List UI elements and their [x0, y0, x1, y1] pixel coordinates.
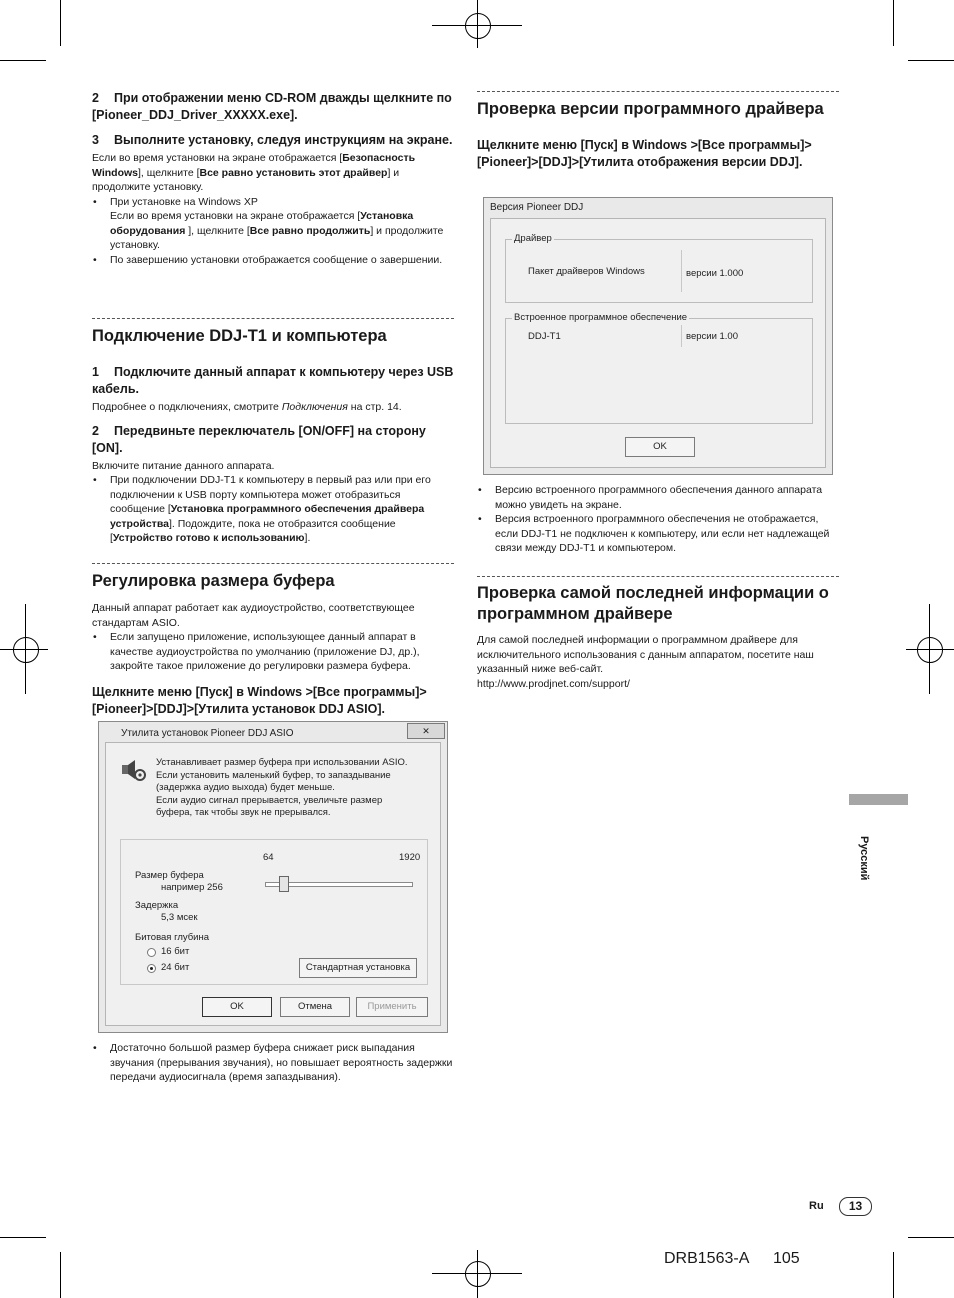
- registration-mark: [465, 1261, 491, 1287]
- xp-bullet: • При установке на Windows XP Если во время установки на экране отображается [Установка оборудования ], щелкните [Все равно продолжить] и продолжите установку.: [92, 195, 454, 253]
- crop-mark: [0, 1237, 46, 1238]
- crop-mark: [908, 1237, 954, 1238]
- bit-depth-label: Битовая глубина: [135, 932, 210, 943]
- version-ok-button[interactable]: OK: [625, 437, 695, 457]
- buffer-bottom-bullet: • Достаточно большой размер буфера снижает риск выпадания звучания (прерывания звучания), но повышает вероятность задержки передачи аудиосигнала (время запаздывания).: [92, 1041, 454, 1085]
- buffer-intro: Данный аппарат работает как аудиоустройство, соответствующее стандартам ASIO.: [92, 602, 415, 629]
- support-url[interactable]: http://www.prodjnet.com/support/: [477, 677, 630, 690]
- cancel-button[interactable]: Отмена: [280, 997, 350, 1017]
- connect-step-1: 1 Подключите данный аппарат к компьютеру через USB кабель.: [92, 365, 454, 396]
- buffer-panel: [120, 839, 428, 985]
- heading-latest-info: Проверка самой последней информации о программном драйвере: [477, 584, 829, 623]
- version-bullet-2: • Версия встроенного программного обеспечения не отображается, если DDJ-T1 не подключен к компьютеру, или если нет надлежащей связи между DDJ-T1 и компьютером.: [477, 512, 839, 556]
- language-label: Русский: [858, 836, 870, 881]
- footer-lang: Ru: [809, 1200, 824, 1212]
- latency-value: 5,3 мсек: [161, 912, 198, 923]
- connect-ref: Подробнее о подключениях, смотрите Подключения на стр. 14.: [92, 401, 402, 413]
- crop-mark: [893, 1252, 894, 1298]
- section-divider: [477, 91, 839, 92]
- connect-bullet: • При подключении DDJ-T1 к компьютеру в первый раз или при его подключении к USB порту компьютера может отобразиться сообщение [Установка программного обеспечения драйвера устройства]. Подождите, пока не отобразится сообщение [Устройство готово к использованию].: [92, 473, 454, 546]
- apply-button[interactable]: Применить: [356, 997, 428, 1017]
- crop-mark: [0, 60, 46, 61]
- default-settings-button[interactable]: Стандартная установка: [299, 958, 417, 978]
- bit24-label: 24 бит: [161, 962, 190, 973]
- version-command: Щелкните меню [Пуск] в Windows >[Все программы]> [Pioneer]>[DDJ]>[Утилита отображения версии DDJ].: [477, 138, 812, 169]
- driver-group-label: Драйвер: [514, 233, 552, 244]
- version-bullet-1: • Версию встроенного программного обеспечения данного аппарата можно увидеть на экране.: [477, 483, 839, 512]
- asio-utility-window: [98, 721, 448, 1033]
- slider-max-label: 1920: [399, 852, 421, 863]
- buffer-size-label: Размер буфера: [135, 870, 204, 881]
- install-text: Если во время установки на экране отображается [Безопасность Windows], щелкните [Все равно установить этот драйвер] и продолжите установку.: [92, 152, 416, 193]
- asio-window-title: Утилита установок Pioneer DDJ ASIO: [121, 728, 294, 739]
- power-text: Включите питание данного аппарата.: [92, 459, 275, 472]
- section-divider: [92, 318, 454, 319]
- finish-bullet: • По завершению установки отображается сообщение о завершении.: [92, 253, 454, 268]
- buffer-slider-thumb[interactable]: [279, 876, 289, 892]
- window-close-button[interactable]: ✕: [407, 723, 445, 739]
- crop-mark: [893, 0, 894, 46]
- version-window-title: Версия Pioneer DDJ: [490, 202, 584, 213]
- step-2: 2 При отображении меню CD-ROM дважды щелкните по [Pioneer_DDJ_Driver_XXXXX.exe].: [92, 91, 452, 122]
- crop-mark: [908, 60, 954, 61]
- registration-mark: [465, 13, 491, 39]
- bit16-radio[interactable]: [147, 948, 156, 957]
- firmware-version: версии 1.00: [686, 331, 738, 342]
- print-page-number: 105: [773, 1250, 800, 1267]
- slider-min-label: 64: [263, 852, 274, 863]
- section-divider: [92, 563, 454, 564]
- latency-label: Задержка: [135, 900, 179, 911]
- section-divider: [477, 576, 839, 577]
- driver-group: [505, 233, 813, 303]
- firmware-group-label: Встроенное программное обеспечение: [514, 312, 688, 323]
- bit24-radio[interactable]: [147, 964, 156, 973]
- language-tab: [849, 794, 908, 805]
- firmware-name: DDJ-T1: [528, 331, 561, 342]
- registration-mark: [917, 637, 943, 663]
- asio-description: Устанавливает размер буфера при использовании ASIO. Если установить маленький буфер, то запаздывание (задержка аудио выхода) будет меньше. Если аудио сигнал прерывается, увеличьте размер буфера, так чтобы звук не прерывался.: [156, 757, 408, 818]
- speaker-settings-icon: [120, 757, 146, 783]
- buffer-command: Щелкните меню [Пуск] в Windows >[Все программы]> [Pioneer]>[DDJ]>[Утилита установок DDJ ASIO].: [92, 684, 427, 716]
- connect-step-2: 2 Передвиньте переключатель [ON/OFF] на сторону [ON].: [92, 423, 426, 455]
- step-3: 3 Выполните установку, следуя инструкциям на экране.: [92, 133, 453, 147]
- heading-buffer: Регулировка размера буфера: [92, 572, 335, 590]
- crop-mark: [60, 0, 61, 46]
- version-window: [483, 197, 833, 475]
- doc-code: DRB1563-A: [664, 1250, 750, 1267]
- left-column: [92, 90, 454, 267]
- heading-connect: Подключение DDJ-T1 и компьютера: [92, 327, 387, 345]
- driver-version: версии 1.000: [686, 268, 744, 279]
- firmware-group: [505, 312, 813, 424]
- buffer-size-value: например 256: [161, 882, 223, 893]
- ok-button[interactable]: OK: [202, 997, 272, 1017]
- latest-info-text: Для самой последней информации о программном драйвере для исключительного использования с данным аппаратом, посетите наш указанный ниже веб-сайт.: [477, 634, 814, 675]
- buffer-bullet: • Если запущено приложение, использующее данный аппарат в качестве аудиоустройства по умолчанию (приложение DJ, др.), закройте такое приложение до регулировки размера буфера.: [92, 630, 454, 674]
- registration-mark: [13, 637, 39, 663]
- heading-version: Проверка версии программного драйвера: [477, 100, 824, 118]
- crop-mark: [60, 1252, 61, 1298]
- driver-name: Пакет драйверов Windows: [528, 266, 645, 277]
- bit16-label: 16 бит: [161, 946, 190, 957]
- page-number: 13: [839, 1197, 872, 1216]
